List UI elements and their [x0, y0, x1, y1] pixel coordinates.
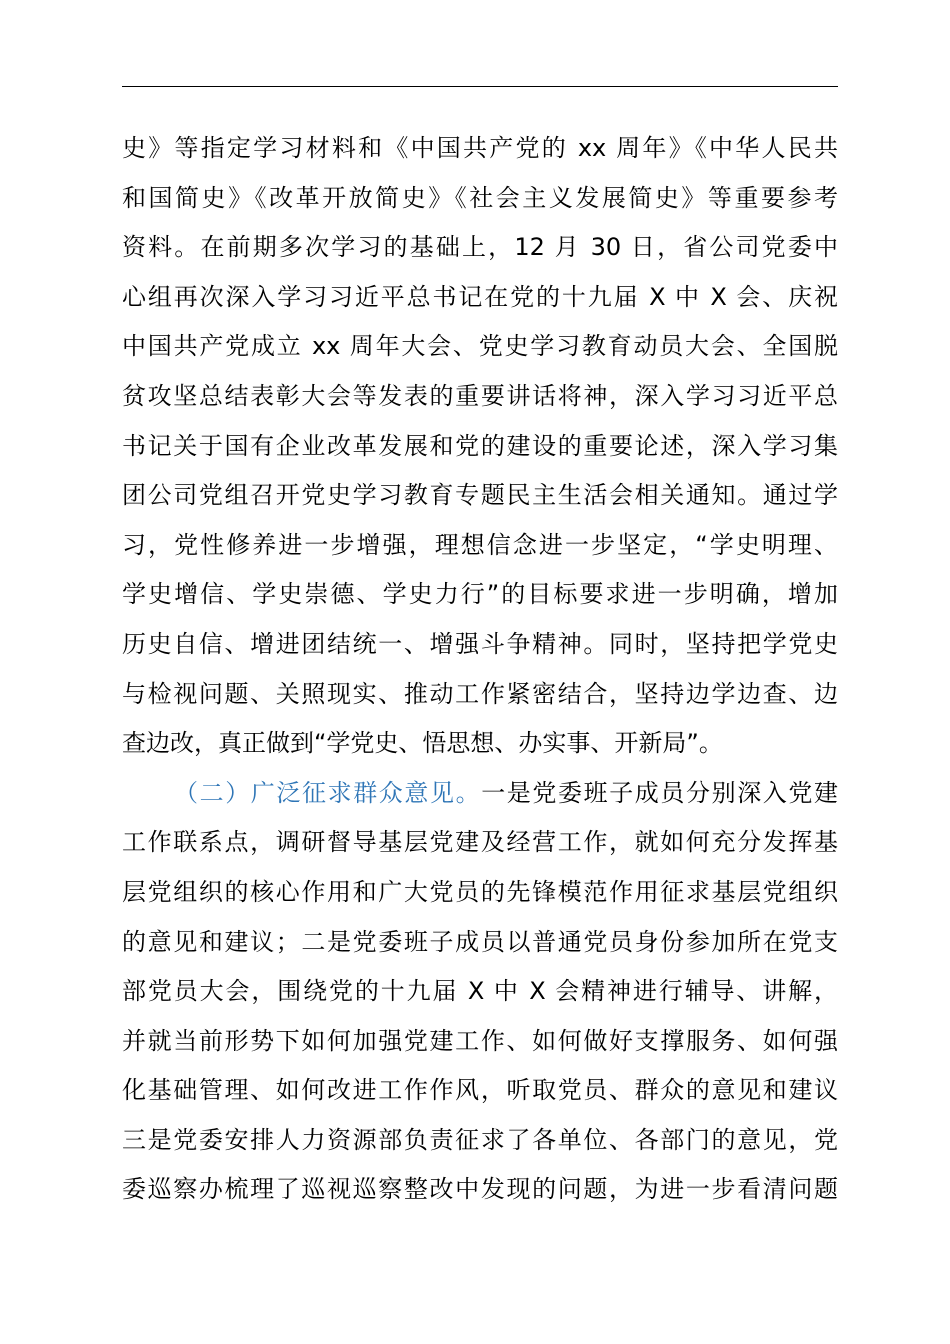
paragraph-2-line: 化基础管理、如何改进工作作风，听取党员、群众的意见和建议	[122, 1076, 838, 1105]
paragraph-1-last-line: 查边改，真正做到“学党史、悟思想、办实事、开新局”。	[122, 729, 723, 758]
paragraph-1-line: 学史增信、学史崇德、学史力行”的目标要求进一步明确，增加	[122, 580, 838, 609]
paragraph-2-first-line-text: 一是党委班子成员分别深入党建	[481, 778, 839, 807]
paragraph-1-line: 团公司党组召开党史学习教育专题民主生活会相关通知。通过学	[122, 481, 838, 510]
header-rule	[122, 86, 838, 87]
paragraph-1-line: 书记关于国有企业改革发展和党的建设的重要论述，深入学习集	[122, 431, 838, 460]
paragraph-1-line: 心组再次深入学习习近平总书记在党的十九届 X 中 X 会、庆祝	[122, 282, 838, 311]
paragraph-2-line: 部党员大会，围绕党的十九届 X 中 X 会精神进行辅导、讲解，	[122, 977, 838, 1006]
paragraph-2-line: 三是党委安排人力资源部负责征求了各单位、各部门的意见，党	[122, 1125, 838, 1154]
paragraph-1-line: 贫攻坚总结表彰大会等发表的重要讲话将神，深入学习习近平总	[122, 381, 838, 410]
paragraph-2-line: 委巡察办梳理了巡视巡察整改中发现的问题，为进一步看清问题	[122, 1175, 838, 1204]
section-heading: （二）广泛征求群众意见。	[174, 778, 482, 807]
paragraph-1-line: 中国共产党成立 xx 周年大会、党史学习教育动员大会、全国脱	[122, 332, 838, 361]
paragraph-1-line: 史》等指定学习材料和《中国共产党的 xx 周年》《中华人民共	[122, 134, 838, 162]
paragraph-1-line: 习，党性修养进一步增强，理想信念进一步坚定，“学史明理、	[122, 530, 838, 559]
document-body	[122, 124, 838, 1215]
paragraph-1-line: 与检视问题、关照现实、推动工作紧密结合，坚持边学边查、边	[122, 679, 838, 708]
paragraph-2-line: 层党组织的核心作用和广大党员的先锋模范作用征求基层党组织	[122, 877, 838, 906]
paragraph-2-first-line	[122, 769, 838, 819]
paragraph-2-line: 的意见和建议；二是党委班子成员以普通党员身份参加所在党支	[122, 927, 838, 956]
paragraph-2-line: 并就当前形势下如何加强党建工作、如何做好支撑服务、如何强	[122, 1026, 838, 1055]
paragraph-1-line: 资料。在前期多次学习的基础上，12 月 30 日，省公司党委中	[122, 233, 838, 262]
paragraph-1-line: 和国简史》《改革开放简史》《社会主义发展简史》等重要参考	[122, 183, 838, 212]
paragraph-2-line: 工作联系点，调研督导基层党建及经营工作，就如何充分发挥基	[122, 828, 838, 857]
paragraph-1-line: 历史自信、增进团结统一、增强斗争精神。同时，坚持把学党史	[122, 629, 838, 658]
